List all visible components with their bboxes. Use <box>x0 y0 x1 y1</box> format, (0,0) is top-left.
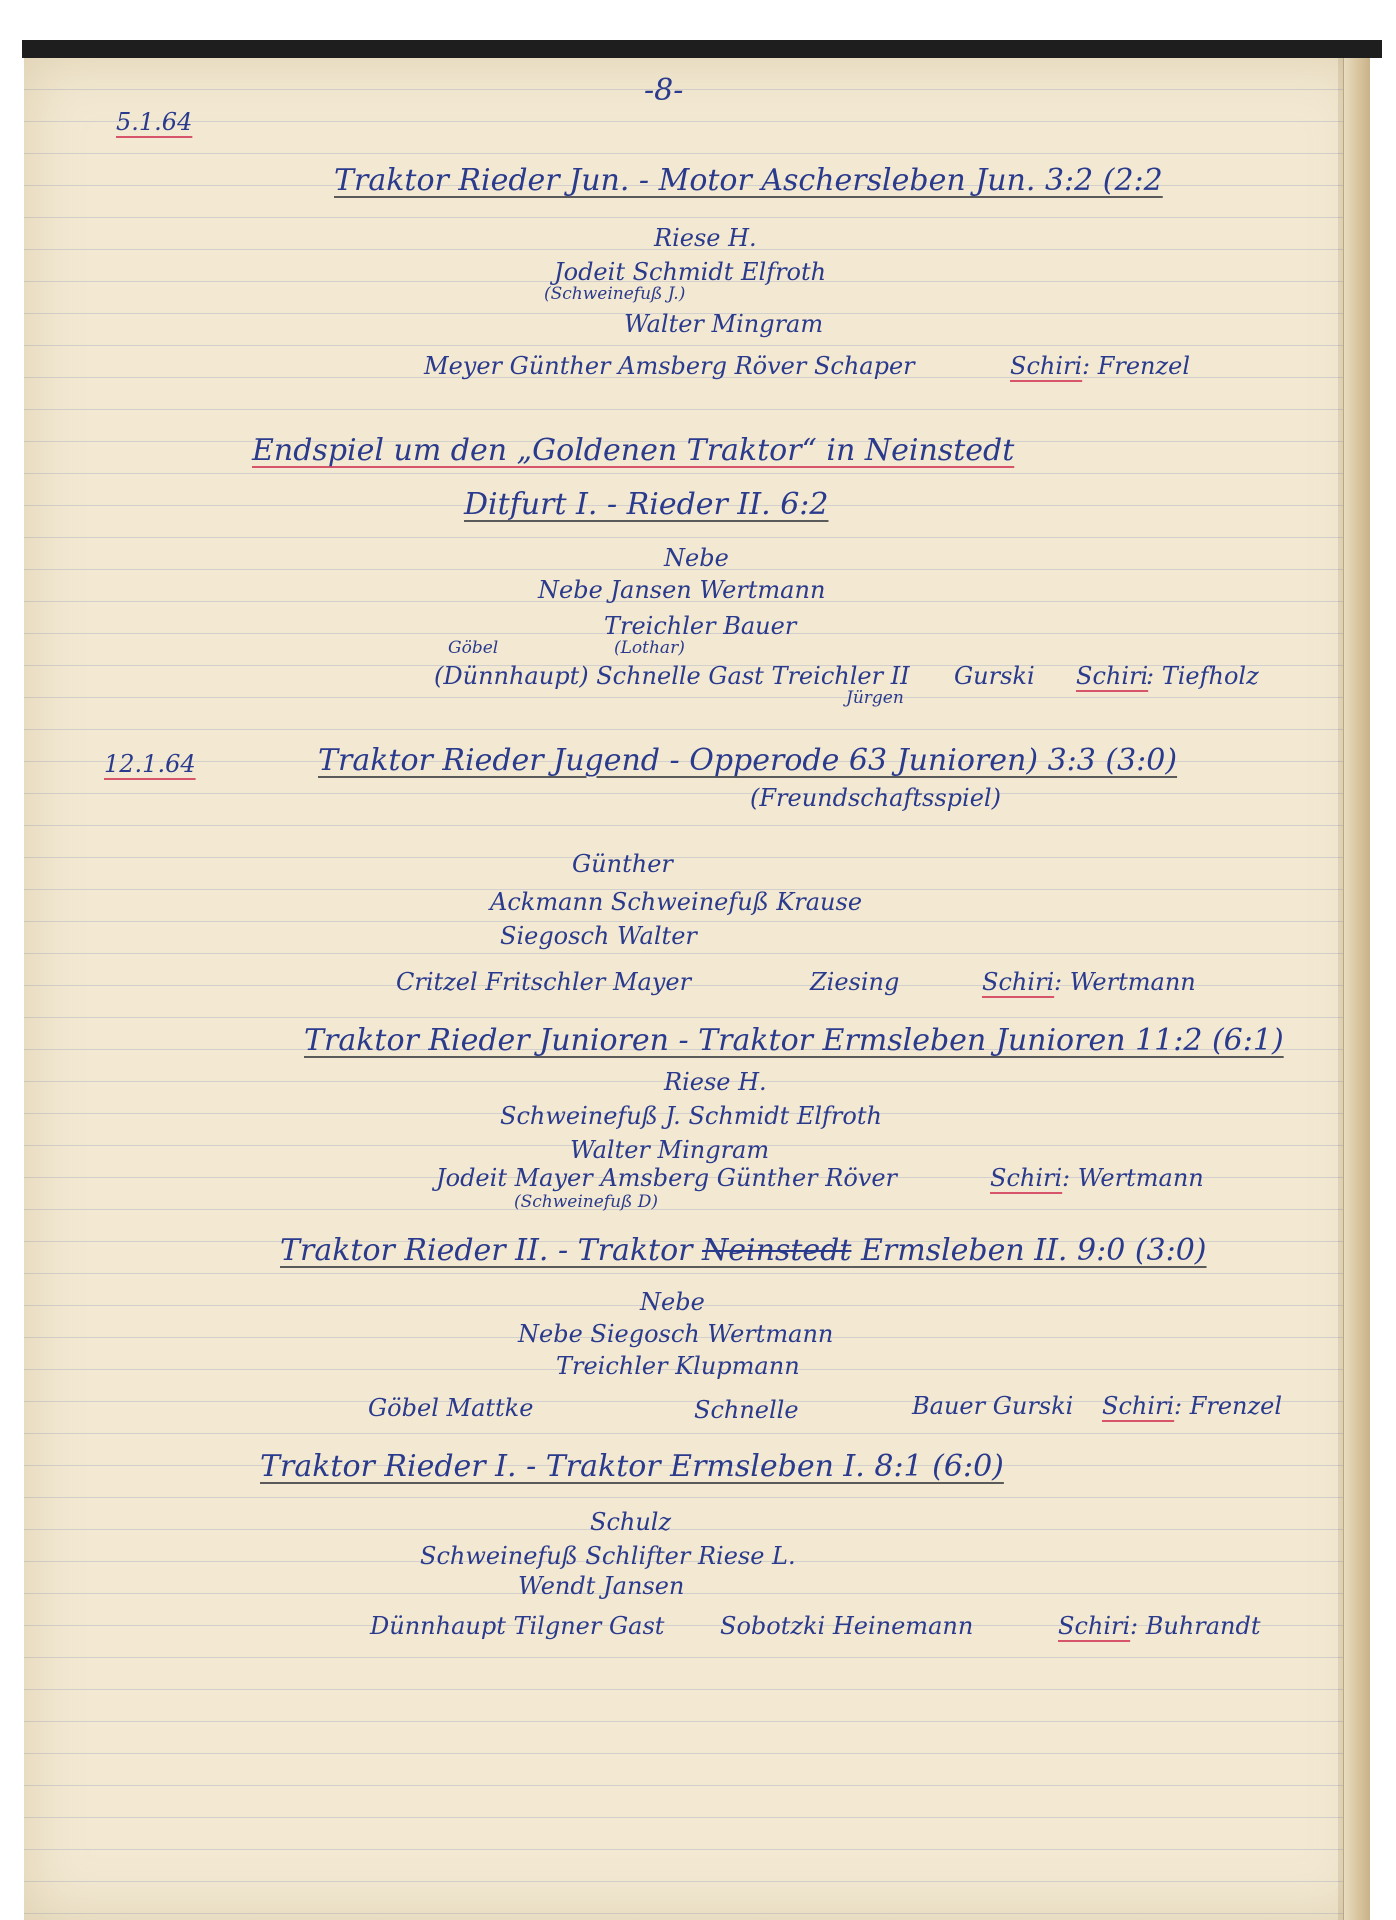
match2-subtitle: (Freundschaftsspiel) <box>750 784 1001 812</box>
match1-goalkeeper: Riese H. <box>654 224 757 252</box>
match1-referee-label: Schiri <box>1010 352 1083 380</box>
final-referee-label: Schiri <box>1076 662 1149 690</box>
final-goalkeeper: Nebe <box>664 544 729 572</box>
page-number: -8- <box>644 73 684 108</box>
match4-header-pre: Traktor Rieder II. - Traktor <box>280 1233 693 1268</box>
match2-referee-label: Schiri <box>982 968 1055 996</box>
match3-midfield: Walter Mingram <box>570 1136 770 1164</box>
notebook-page <box>24 58 1370 1920</box>
match2-forwards-extra: Ziesing <box>810 968 900 996</box>
match5-goalkeeper: Schulz <box>590 1508 672 1536</box>
final-referee-name: : Tiefholz <box>1146 662 1259 690</box>
final-forwards-pre: Göbel <box>448 638 499 658</box>
match2-midfield: Siegosch Walter <box>500 922 697 950</box>
match5-forwards-extra: Sobotzki Heinemann <box>720 1612 974 1640</box>
match3-referee-label: Schiri <box>990 1164 1063 1192</box>
match2-referee-name: : Wertmann <box>1054 968 1196 996</box>
match2-header: Traktor Rieder Jugend - Opperode 63 Junioren) 3:3 (3:0) <box>318 743 1178 778</box>
match3-forwards-note: (Schweinefuß D) <box>514 1192 659 1212</box>
match4-header-struck: Neinstedt <box>702 1233 852 1268</box>
match4-header <box>280 1233 1207 1268</box>
match4-forwards-extra: Bauer Gurski <box>912 1392 1074 1420</box>
match5-midfield: Wendt Jansen <box>518 1572 685 1600</box>
match2-goalkeeper: Günther <box>572 850 673 878</box>
final-defenders: Nebe Jansen Wertmann <box>538 576 826 604</box>
match1-defenders: Jodeit Schmidt Elfroth <box>554 258 827 286</box>
final-midfield-note: (Lothar) <box>614 638 685 658</box>
match4-goalkeeper: Nebe <box>640 1288 705 1316</box>
match5-defenders: Schweinefuß Schlifter Riese L. <box>420 1542 796 1570</box>
final-midfield: Treichler Bauer <box>604 612 797 640</box>
match3-header: Traktor Rieder Junioren - Traktor Ermsleben Junioren 11:2 (6:1) <box>304 1023 1284 1058</box>
match4-forwards-mid: Schnelle <box>694 1396 799 1424</box>
match1-referee-name: : Frenzel <box>1082 352 1191 380</box>
notebook-spine <box>1343 58 1370 1920</box>
final-forwards-extra: Gurski <box>954 662 1035 690</box>
final-title: Endspiel um den „Goldenen Traktor“ in Neinstedt <box>252 433 1015 468</box>
match4-header-post: Ermsleben II. 9:0 (3:0) <box>860 1233 1207 1268</box>
match5-referee-label: Schiri <box>1058 1612 1131 1640</box>
scanner-edge <box>22 40 1382 58</box>
final-forwards: (Dünnhaupt) Schnelle Gast Treichler II <box>434 662 910 690</box>
final-header: Ditfurt I. - Rieder II. 6:2 <box>464 487 829 522</box>
match3-referee-name: : Wertmann <box>1062 1164 1204 1192</box>
match5-forwards: Dünnhaupt Tilgner Gast <box>370 1612 665 1640</box>
final-forwards-note: Jürgen <box>846 688 904 708</box>
match2-forwards: Critzel Fritschler Mayer <box>396 968 692 996</box>
match4-defenders: Nebe Siegosch Wertmann <box>518 1320 834 1348</box>
match2-defenders: Ackmann Schweinefuß Krause <box>490 888 863 916</box>
match1-midfield: Walter Mingram <box>624 310 824 338</box>
match3-forwards: Jodeit Mayer Amsberg Günther Röver <box>436 1164 898 1192</box>
match1-header: Traktor Rieder Jun. - Motor Aschersleben Jun. 3:2 (2:2 <box>334 163 1163 198</box>
match5-header: Traktor Rieder I. - Traktor Ermsleben I. 8:1 (6:0) <box>260 1449 1004 1484</box>
match4-forwards: Göbel Mattke <box>368 1394 534 1422</box>
match5-referee-name: : Buhrandt <box>1130 1612 1261 1640</box>
match4-midfield: Treichler Klupmann <box>556 1352 800 1380</box>
match1-date: 5.1.64 <box>116 108 193 136</box>
match1-defenders-note: (Schweinefuß J.) <box>544 284 686 304</box>
match3-defenders: Schweinefuß J. Schmidt Elfroth <box>500 1102 882 1130</box>
match4-referee-name: : Frenzel <box>1174 1392 1283 1420</box>
match1-forwards: Meyer Günther Amsberg Röver Schaper <box>424 352 915 380</box>
match4-referee-label: Schiri <box>1102 1392 1175 1420</box>
match3-goalkeeper: Riese H. <box>664 1068 767 1096</box>
match2-date: 12.1.64 <box>104 750 196 778</box>
